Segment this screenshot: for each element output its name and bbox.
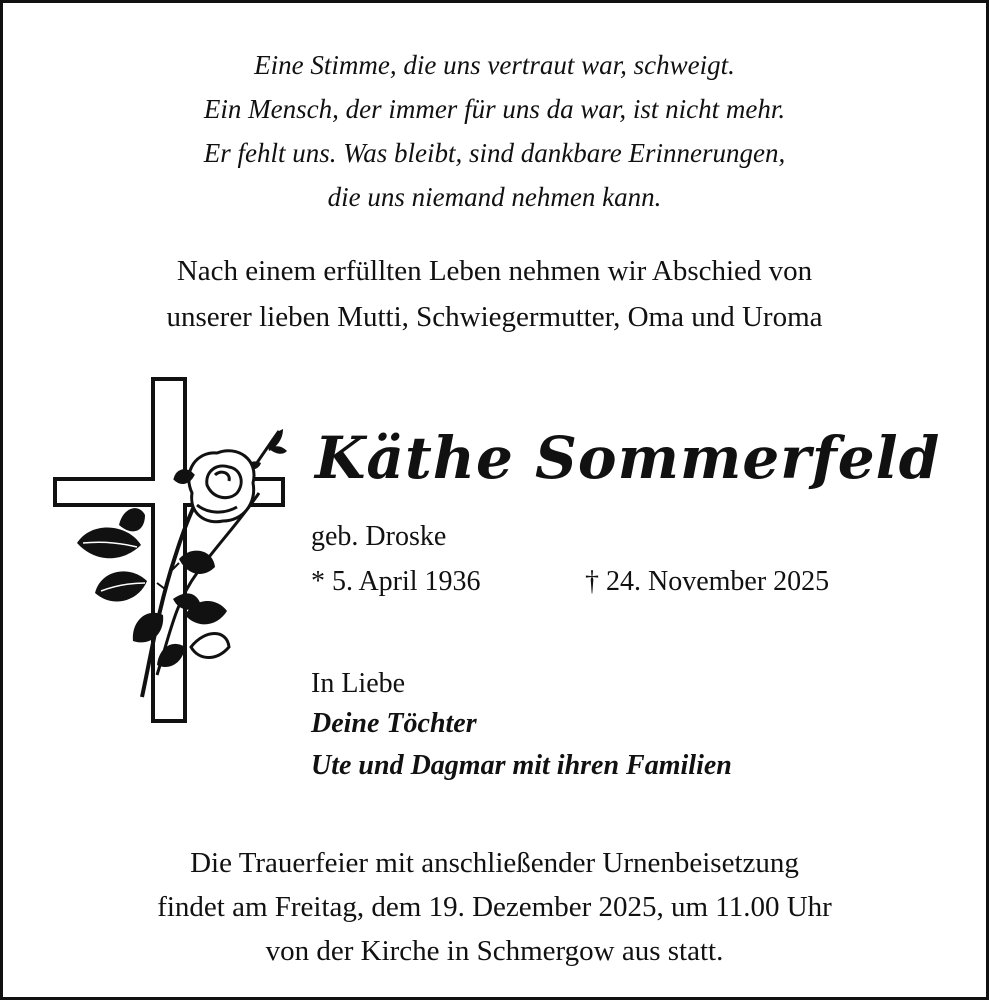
service-line: findet am Freitag, dem 19. Dezember 2025, um 11.00 Uhr [157,891,832,923]
mourners-line: Deine Töchter [311,708,477,739]
service-details [3,841,986,973]
service-line: Die Trauerfeier mit anschließender Urnenbeisetzung [190,847,799,879]
verse-line: Eine Stimme, die uns vertraut war, schweigt. [254,50,735,80]
death-date: † 24. November 2025 [585,566,830,597]
maiden-name: geb. Droske [311,521,447,552]
service-line: von der Kirche in Schmergow aus statt. [265,935,724,967]
mourners-intro: In Liebe [311,668,406,699]
intro-text [3,248,986,340]
deceased-name: Käthe Sommerfeld [315,424,941,492]
verse-line: die uns niemand nehmen kann. [327,182,662,212]
cross-with-rose-icon [47,375,295,727]
intro-line: unserer lieben Mutti, Schwiegermutter, Oma und Uroma [166,301,823,333]
mourners-line: Ute und Dagmar mit ihren Familien [311,750,732,781]
birth-date: * 5. April 1936 [311,566,481,597]
verse [3,43,986,219]
verse-line: Er fehlt uns. Was bleibt, sind dankbare Erinnerungen, [203,138,786,168]
verse-line: Ein Mensch, der immer für uns da war, ist nicht mehr. [203,94,786,124]
intro-line: Nach einem erfüllten Leben nehmen wir Abschied von [176,255,813,287]
